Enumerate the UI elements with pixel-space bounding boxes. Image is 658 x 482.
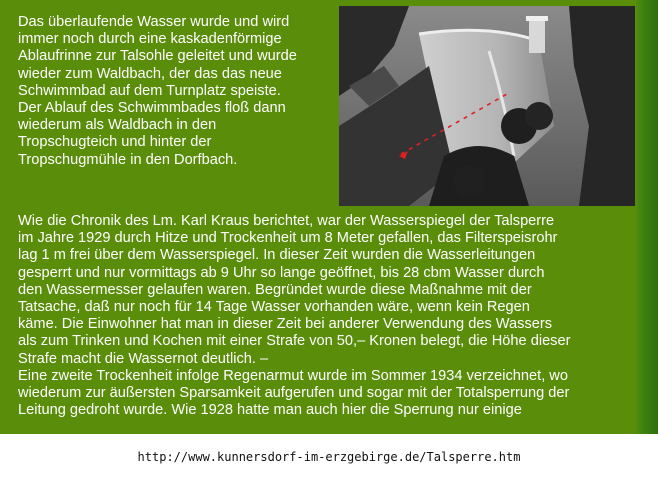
dam-photo: [339, 6, 635, 206]
panel-right-border: [636, 0, 658, 434]
chronicle-paragraph: Wie die Chronik des Lm. Karl Kraus berichtet, war der Wasserspiegel der Talsperre im Jahre 1929 durch Hitze und Trockenheit um 8 Meter gefallen, das Filterspeisrohr lag 1 m frei über dem Wasserspiegel. In dieser Zeit wurden die Wasserleitungen gesperrt und nur vormittags ab 9 Uhr so lange geöffnet, bis 28 cbm Wasser durch den Wassermesser gelaufen waren. Begründet wurde diese Maßnahme mit der Tatsache, daß nur noch für 14 Tage Wasser vorhanden wäre, wenn kein Regen käme. Die Einwohner hat man in dieser Zeit bei anderer Verwendung des Wassers als zum Trinken und Kochen mit einer Strafe von 50,– Kronen belegt, die Höhe dieser Strafe macht die Wassernot deutlich. – Eine zweite Trockenheit infolge Regenarmut wurde im Sommer 1934 verzeichnet, wo wiederum zur äußersten Sparsamkeit aufgerufen und sogar mit der Totalsperrung der Leitung gedroht wurde. Wie 1928 hatte man auch hier die Sperrung nur einige: [18, 213, 571, 419]
source-url: http://www.kunnersdorf-im-erzgebirge.de/Talsperre.htm: [137, 450, 521, 464]
dam-photo-graphic: [339, 6, 635, 206]
intro-paragraph: Das überlaufende Wasser wurde und wird immer noch durch eine kaskadenförmige Ablaufrinne zur Talsohle geleitet und wurde wieder zum Waldbach, der das das neue Schwimmbad auf dem Turnplatz speiste. Der Ablauf des Schwimmbades floß dann wiederum als Waldbach in den Tropschugteich und hinter der Tropschugmühle in den Dorfbach.: [18, 14, 297, 168]
